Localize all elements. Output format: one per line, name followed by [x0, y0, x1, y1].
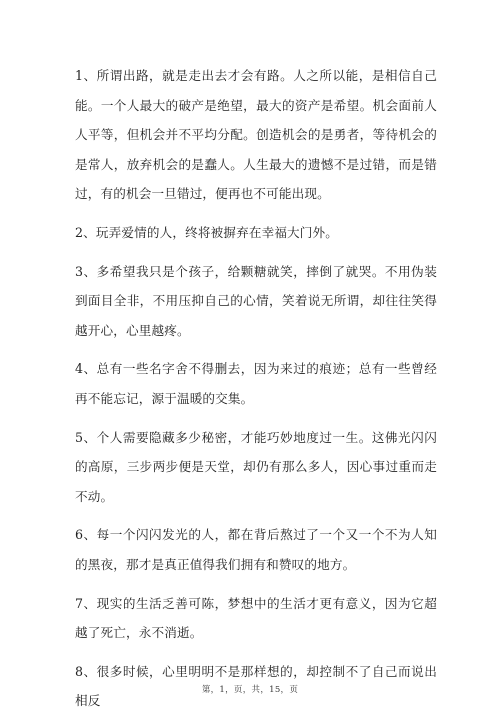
paragraph-1: 1、所谓出路，就是走出去才会有路。人之所以能，是相信自己能。一个人最大的破产是绝望，最大的资产是希望。机会面前人人平等，但机会并不平均分配。创造机会的是勇者，等待机会的是常人，放弃机会的是蠢人。人生最大的遗憾不是过错，而是错过，有的机会一旦错过，便再也不可能出现。: [75, 68, 437, 202]
paragraph-6: 6、每一个闪闪发光的人，都在背后熬过了一个又一个不为人知的黑夜，那才是真正值得我们拥有和赞叹的地方。: [75, 527, 437, 572]
paragraph-2: 2、玩弄爱情的人，终将被摒弃在幸福大门外。: [75, 224, 339, 240]
paragraph-4: 4、总有一些名字舍不得删去，因为来过的痕迹；总有一些曾经再不能忘记，源于温暖的交集。: [75, 361, 437, 406]
paragraph-5: 5、个人需要隐藏多少秘密，才能巧妙地度过一生。这佛光闪闪的高原，三步两步便是天堂，却仍有那么多人，因心事过重而走不动。: [75, 429, 437, 504]
document-body: [75, 61, 437, 725]
page-number-footer: 第，1，页，共，15，页: [201, 685, 299, 695]
paragraph-7: 7、现实的生活乏善可陈，梦想中的生活才更有意义，因为它超越了死亡，永不消逝。: [75, 595, 437, 641]
paragraph-3: 3、多希望我只是个孩子，给颗糖就笑，摔倒了就哭。不用伪装到面目全非，不用压抑自己的心情，笑着说无所谓，却往往笑得越开心，心里越疼。: [75, 263, 437, 338]
paragraph-8: 8、很多时候，心里明明不是那样想的，却控制不了自己而说出相反: [75, 663, 437, 709]
